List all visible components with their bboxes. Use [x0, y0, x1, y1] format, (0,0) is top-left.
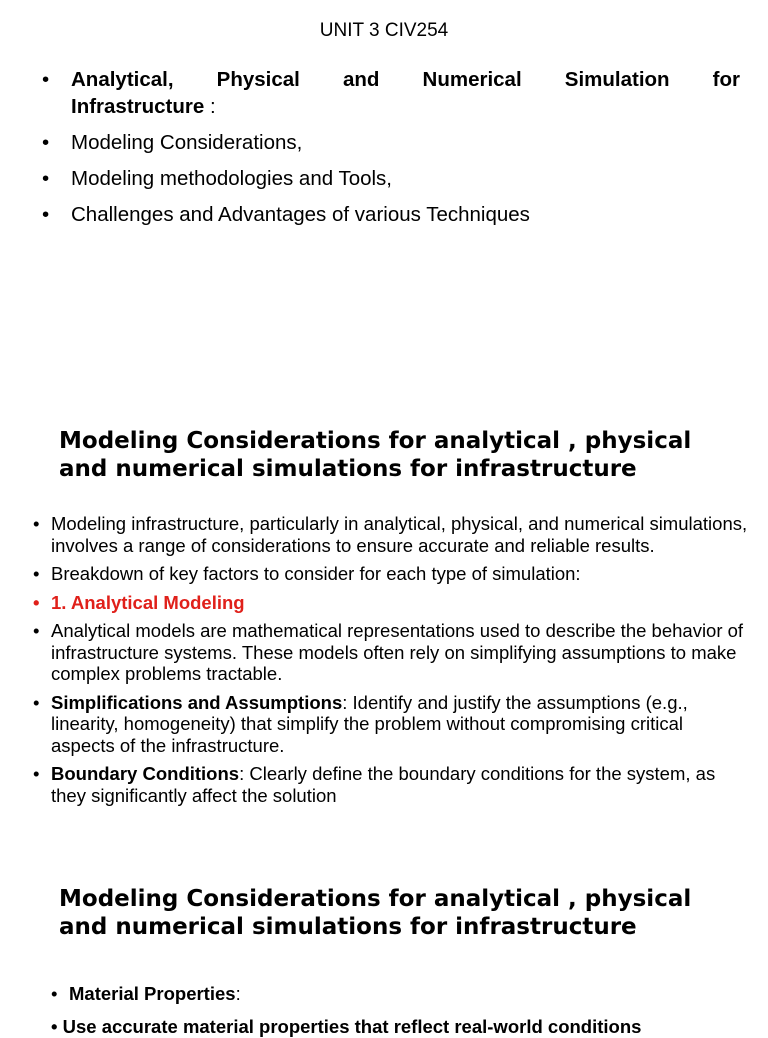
- bullet-text: : Clearly define the boundary conditions for the system, as they significantly affect the solution: [51, 763, 716, 806]
- bullet-dot-icon: •: [33, 591, 40, 613]
- bullet-dot-icon: •: [42, 203, 50, 226]
- slide-unit-overview: [0, 0, 768, 384]
- list-item: [33, 692, 748, 757]
- topic-text: Modeling methodologies and Tools,: [71, 167, 393, 190]
- slide-heading: Modeling Considerations for analytical , physical and numerical simulations for infrastructure: [59, 428, 692, 482]
- subsection-title: 1. Analytical Modeling: [51, 591, 245, 613]
- bullet-text: Analytical models are mathematical representations used to describe the behavior of infrastructure systems. These models often rely on simplifying assumptions to make complex problems tractable.: [51, 620, 744, 684]
- bullet-dot-icon: •: [51, 983, 58, 1004]
- list-item: [51, 983, 748, 1005]
- topic-line-2-bold: Infrastructure: [71, 95, 205, 118]
- bullet-dot-icon: •: [33, 513, 40, 534]
- unit-title: UNIT 3 CIV254: [319, 20, 449, 41]
- topic-line-1: Analytical, Physical and Numerical Simulation for: [71, 68, 740, 91]
- bullet-text: Breakdown of key factors to consider for each type of simulation:: [51, 563, 581, 584]
- bullet-dot-icon: •: [42, 131, 50, 154]
- bullet-dot-icon: •: [42, 68, 50, 91]
- topic-line-2-suffix: :: [204, 95, 216, 118]
- list-item: [42, 129, 740, 156]
- consideration-list: [33, 513, 748, 813]
- list-item: [42, 201, 740, 228]
- list-item: [33, 620, 748, 685]
- slide-heading: Modeling Considerations for analytical , physical and numerical simulations for infrastructure: [59, 886, 692, 940]
- list-item: [42, 66, 740, 120]
- bullet-term: Material Properties: [69, 983, 236, 1004]
- list-item: [33, 763, 748, 806]
- list-item: [33, 563, 748, 585]
- slide-modeling-considerations: [0, 392, 768, 844]
- slide-modeling-considerations-continued: [0, 862, 768, 1037]
- topic-text: Challenges and Advantages of various Techniques: [71, 203, 530, 226]
- list-item: [33, 513, 748, 556]
- topic-list: [42, 66, 740, 237]
- bullet-text: Modeling infrastructure, particularly in analytical, physical, and numerical simulations, involves a range of considerations to ensure accurate and reliable results.: [51, 513, 748, 556]
- list-item: [42, 165, 740, 192]
- bullet-text: : Identify and justify the assumptions (e.g., linearity, homogeneity) that simplify the problem without compromising critical aspects of the infrastructure.: [51, 691, 688, 756]
- bullet-term: Simplifications and Assumptions: [51, 691, 343, 713]
- bullet-dot-icon: •: [42, 167, 50, 190]
- list-item: [33, 592, 748, 614]
- bullet-dot-icon: •: [33, 763, 40, 784]
- clipped-bullet-text: • Use accurate material properties that reflect real-world conditions: [51, 1016, 642, 1037]
- bullet-dot-icon: •: [33, 691, 40, 713]
- bullet-term: Boundary Conditions: [51, 763, 240, 784]
- bullet-dot-icon: •: [33, 563, 40, 584]
- bullet-dot-icon: •: [33, 620, 40, 641]
- consideration-list: [33, 983, 748, 1012]
- topic-line-2: [71, 95, 216, 118]
- topic-text: Modeling Considerations,: [71, 131, 303, 154]
- bullet-text: :: [235, 983, 241, 1004]
